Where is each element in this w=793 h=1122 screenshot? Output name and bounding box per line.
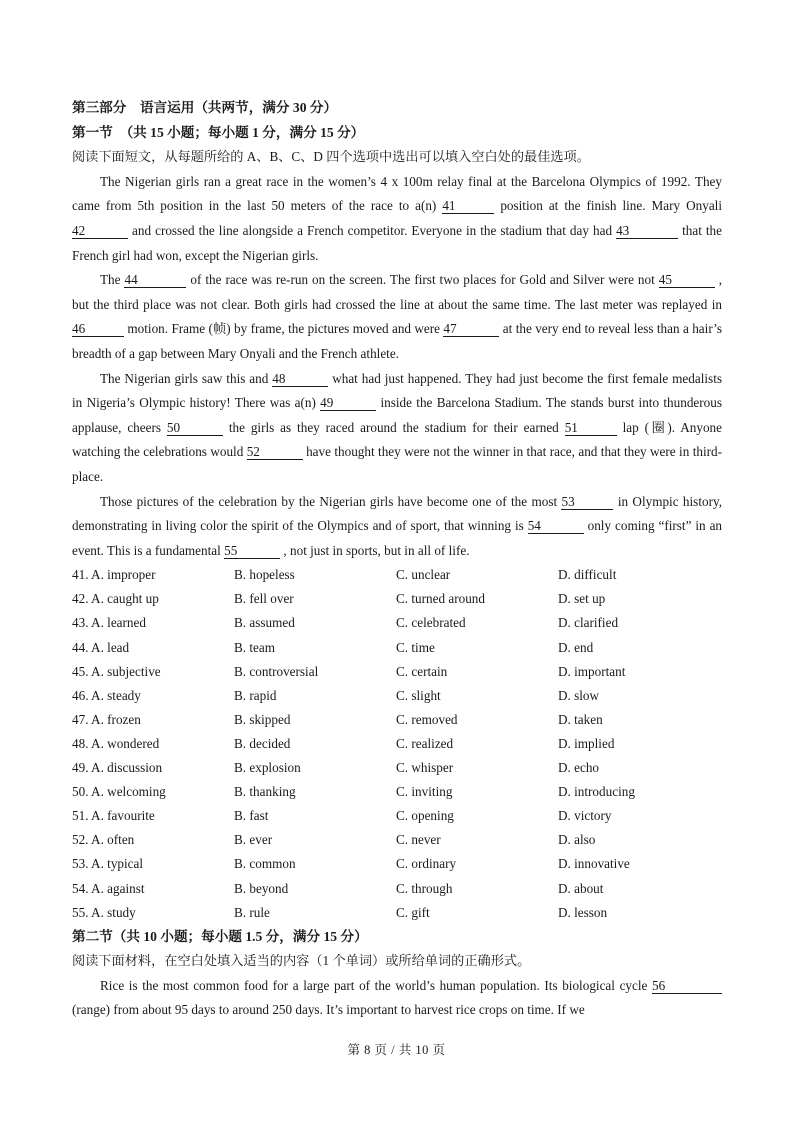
blank-55[interactable]: 55	[224, 544, 280, 559]
option-d[interactable]: D. clarified	[558, 615, 619, 631]
blank-48[interactable]: 48	[272, 372, 328, 387]
option-b[interactable]: B. skipped	[234, 711, 291, 727]
blank-46[interactable]: 46	[72, 322, 124, 337]
passage-paragraph-2: The 44 of the race was re-run on the screen. The first two places for Gold and Silver were not 45 , but the third place was not clear. Both girls had crossed the line at about the same time. The last meter was replayed in 46 motion. Frame (帧) by frame, the pictures moved and were 47 at the very end to reveal less than a hair’s breadth of a gap between Mary Onyali and the French athlete.	[72, 272, 722, 361]
option-d[interactable]: D. difficult	[558, 567, 617, 583]
option-d[interactable]: D. about	[558, 880, 604, 896]
page-footer: 第 8 页 / 共 10 页	[347, 1043, 446, 1057]
option-row-46	[72, 684, 722, 708]
option-a[interactable]: 53. A. typical	[72, 856, 144, 872]
option-b[interactable]: B. thanking	[234, 784, 296, 800]
option-d[interactable]: D. innovative	[558, 856, 630, 872]
blank-42[interactable]: 42	[72, 224, 128, 239]
option-b[interactable]: B. beyond	[234, 880, 289, 896]
blank-43[interactable]: 43	[616, 224, 678, 239]
option-c[interactable]: C. opening	[396, 808, 454, 824]
option-row-51	[72, 804, 722, 828]
option-d[interactable]: D. slow	[558, 687, 600, 703]
blank-51[interactable]: 51	[565, 421, 617, 436]
option-c[interactable]: C. ordinary	[396, 856, 457, 872]
option-d[interactable]: D. lesson	[558, 904, 608, 920]
option-b[interactable]: B. team	[234, 639, 276, 655]
option-b[interactable]: B. rule	[234, 904, 270, 920]
option-c[interactable]: C. slight	[396, 687, 441, 703]
passage-paragraph-4: Those pictures of the celebration by the Nigerian girls have become one of the most 53 in Olympic history, demonstrating in living color the spirit of the Olympics and of sport, that winning is 54 only coming “first” in an event. This is a fundamental 55 , not just in sports, but in all of life.	[72, 493, 723, 558]
option-d[interactable]: D. implied	[558, 735, 615, 751]
option-c[interactable]: C. turned around	[396, 591, 485, 607]
option-d[interactable]: D. introducing	[558, 784, 635, 800]
sec1-instruction: 阅读下面短文，从每题所给的 A、B、C、D 四个选项中选出可以填入空白处的最佳选项。	[72, 149, 590, 165]
option-d[interactable]: D. end	[558, 639, 594, 655]
option-row-43	[72, 611, 722, 635]
option-b[interactable]: B. ever	[234, 832, 273, 848]
option-b[interactable]: B. assumed	[234, 615, 295, 631]
option-row-44	[72, 636, 722, 660]
option-row-42	[72, 587, 722, 611]
option-b[interactable]: B. explosion	[234, 760, 301, 776]
option-c[interactable]: C. whisper	[396, 760, 454, 776]
option-c[interactable]: C. celebrated	[396, 615, 466, 631]
options-list	[72, 563, 722, 924]
option-b[interactable]: B. common	[234, 856, 296, 872]
blank-56[interactable]: 56	[652, 979, 722, 994]
option-a[interactable]: 44. A. lead	[72, 639, 130, 655]
blank-44[interactable]: 44	[124, 273, 186, 288]
option-b[interactable]: B. controversial	[234, 663, 319, 679]
blank-41[interactable]: 41	[442, 199, 494, 214]
sec2-title: 第二节（共 10 小题；每小题 1.5 分，满分 15 分）	[72, 928, 368, 944]
passage2-paragraph-1: Rice is the most common food for a large part of the world’s human population. Its biological cycle 56 (range) from about 95 days to around 250 days. It’s important to harvest rice crops on time. If we	[72, 974, 722, 1023]
blank-54[interactable]: 54	[528, 519, 584, 534]
option-d[interactable]: D. important	[558, 663, 626, 679]
option-c[interactable]: C. removed	[396, 711, 458, 727]
option-d[interactable]: D. set up	[558, 591, 606, 607]
option-c[interactable]: C. certain	[396, 663, 448, 679]
option-row-41	[72, 563, 722, 587]
passage-paragraph-3: The Nigerian girls saw this and 48 what had just happened. They had just become the first female medalists in Nigeria’s Olympic history! There was a(n) 49 inside the Barcelona Stadium. The stands burst into thunderous applause, cheers 50 the girls as they raced around the stadium for their earned 51 lap (圈). Anyone watching the celebrations would 52 have thought they were not the winner in that race, and that they were in third-place.	[72, 370, 722, 484]
option-row-48	[72, 732, 722, 756]
option-c[interactable]: C. never	[396, 832, 441, 848]
option-a[interactable]: 48. A. wondered	[72, 735, 160, 751]
option-d[interactable]: D. echo	[558, 760, 600, 776]
exam-page	[72, 96, 722, 1023]
option-c[interactable]: C. realized	[396, 735, 454, 751]
option-a[interactable]: 54. A. against	[72, 880, 145, 896]
option-a[interactable]: 51. A. favourite	[72, 808, 155, 824]
option-d[interactable]: D. victory	[558, 808, 612, 824]
passage-paragraph-1: The Nigerian girls ran a great race in the women’s 4 x 100m relay final at the Barcelona Olympics of 1992. They came from 5th position in the last 50 meters of the race to a(n) 41 position at the finish line. Mary Onyali 42 and crossed the line alongside a French competitor. Everyone in the stadium that day had 43 that the French girl had won, except the Nigerian girls.	[72, 173, 723, 263]
option-a[interactable]: 49. A. discussion	[72, 760, 163, 776]
section-title: 第三部分 语言运用（共两节，满分 30 分）	[72, 100, 338, 115]
option-a[interactable]: 47. A. frozen	[72, 711, 141, 727]
blank-45[interactable]: 45	[659, 273, 715, 288]
option-row-50	[72, 780, 722, 804]
option-a[interactable]: 50. A. welcoming	[72, 784, 166, 800]
option-row-54	[72, 877, 722, 901]
option-b[interactable]: B. fast	[234, 808, 269, 824]
option-a[interactable]: 52. A. often	[72, 832, 135, 848]
option-c[interactable]: C. time	[396, 639, 435, 655]
option-a[interactable]: 42. A. caught up	[72, 591, 159, 607]
option-b[interactable]: B. rapid	[234, 687, 277, 703]
option-b[interactable]: B. hopeless	[234, 567, 295, 583]
option-c[interactable]: C. through	[396, 880, 453, 896]
option-a[interactable]: 41. A. improper	[72, 567, 156, 583]
option-a[interactable]: 45. A. subjective	[72, 663, 161, 679]
blank-52[interactable]: 52	[247, 445, 303, 460]
option-row-53	[72, 852, 722, 876]
blank-47[interactable]: 47	[443, 322, 499, 337]
option-a[interactable]: 43. A. learned	[72, 615, 146, 631]
option-row-52	[72, 828, 722, 852]
option-b[interactable]: B. fell over	[234, 591, 294, 607]
blank-49[interactable]: 49	[320, 396, 376, 411]
option-c[interactable]: C. unclear	[396, 567, 451, 583]
sec1-title: 第一节 （共 15 小题；每小题 1 分，满分 15 分）	[72, 124, 365, 140]
option-row-45	[72, 660, 722, 684]
option-c[interactable]: C. inviting	[396, 784, 453, 800]
option-a[interactable]: 55. A. study	[72, 904, 136, 920]
sec2-instruction: 阅读下面材料，在空白处填入适当的内容（1 个单词）或所给单词的正确形式。	[72, 953, 531, 969]
option-row-47	[72, 708, 722, 732]
blank-53[interactable]: 53	[561, 495, 613, 510]
option-b[interactable]: B. decided	[234, 735, 291, 751]
option-row-49	[72, 756, 722, 780]
blank-50[interactable]: 50	[167, 421, 223, 436]
option-c[interactable]: C. gift	[396, 904, 430, 920]
option-d[interactable]: D. also	[558, 832, 596, 848]
option-row-55	[72, 901, 722, 925]
option-a[interactable]: 46. A. steady	[72, 687, 141, 703]
option-d[interactable]: D. taken	[558, 711, 603, 727]
